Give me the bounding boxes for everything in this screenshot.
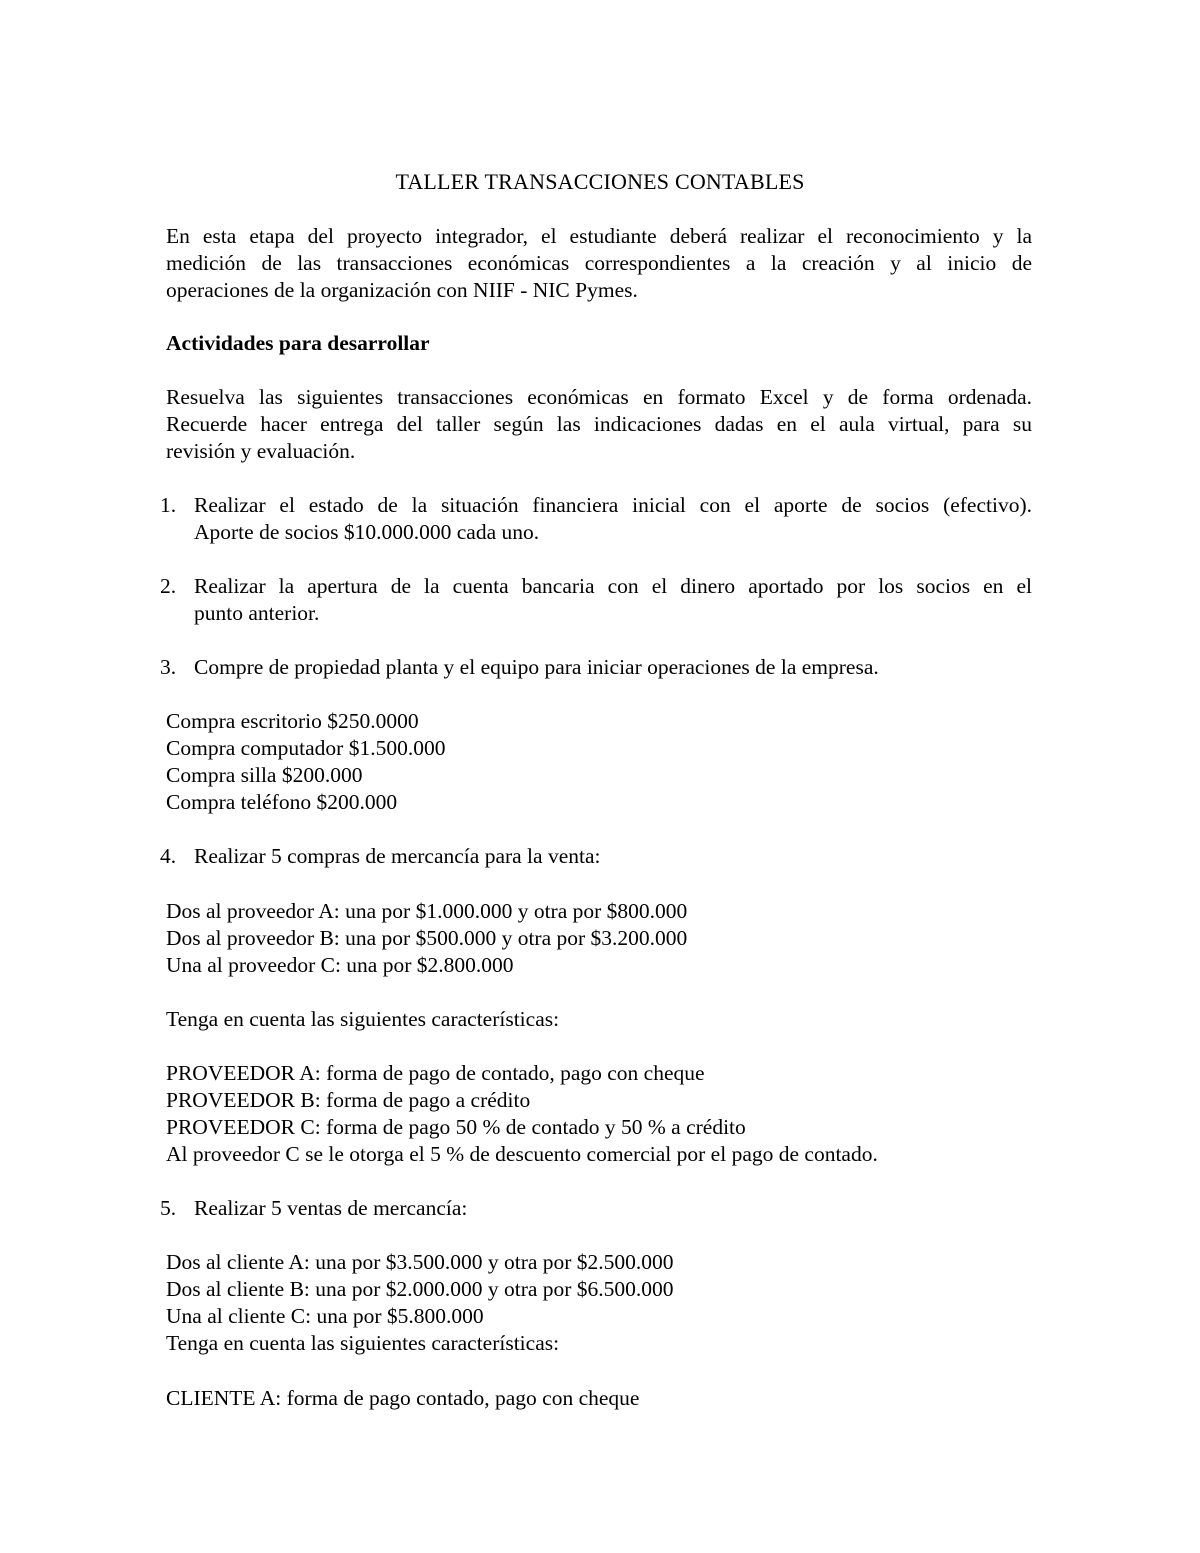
equipment-purchase-line: Compra escritorio $250.0000 (166, 709, 419, 733)
supplier-term-line: Al proveedor C se le otorga el 5 % de descuento comercial por el pago de contado. (166, 1142, 878, 1166)
equipment-purchase-line: Compra silla $200.000 (166, 763, 363, 787)
list-item-line: Realizar 5 compras de mercancía para la venta: (194, 844, 601, 868)
supplier-note: Tenga en cuenta las siguientes características: (166, 1007, 560, 1031)
intro-line: En esta etapa del proyecto integrador, el estudiante deberá realizar el reconocimiento y la (166, 224, 1032, 248)
client-note: Tenga en cuenta las siguientes características: (166, 1331, 560, 1355)
client-term-line: CLIENTE A: forma de pago contado, pago con cheque (166, 1386, 640, 1410)
merchandise-purchase-line: Dos al proveedor B: una por $500.000 y otra por $3.200.000 (166, 926, 688, 950)
list-item-number: 1. (160, 493, 177, 517)
list-item-line: Aporte de socios $10.000.000 cada uno. (194, 520, 540, 544)
supplier-term-line: PROVEEDOR B: forma de pago a crédito (166, 1088, 531, 1112)
merchandise-purchase-line: Una al proveedor C: una por $2.800.000 (166, 953, 514, 977)
list-item-body (194, 654, 1032, 681)
supplier-term-line: PROVEEDOR A: forma de pago de contado, pago con cheque (166, 1061, 705, 1085)
list-item-number: 3. (160, 655, 177, 679)
document-title: TALLER TRANSACCIONES CONTABLES (395, 169, 805, 194)
list-item-line: Compre de propiedad planta y el equipo para iniciar operaciones de la empresa. (194, 655, 879, 679)
list-item-line: Realizar la apertura de la cuenta bancaria con el dinero aportado por los socios en el (194, 574, 1032, 598)
list-item-line: punto anterior. (194, 601, 320, 625)
list-item-number: 4. (160, 844, 177, 868)
equipment-purchase-line: Compra teléfono $200.000 (166, 790, 398, 814)
sale-line: Una al cliente C: una por $5.800.000 (166, 1304, 484, 1328)
section-heading: Actividades para desarrollar (166, 331, 430, 355)
intro-paragraph (166, 223, 1032, 304)
intro-line: medición de las transacciones económicas correspondientes a la creación y al inicio de (166, 251, 1032, 275)
list-item-number: 2. (160, 574, 177, 598)
list-item-line: Realizar el estado de la situación financiera inicial con el aporte de socios (efectivo). (194, 493, 1032, 517)
list-item-body (194, 1195, 1032, 1222)
list-item-body (194, 573, 1032, 627)
sale-line: Dos al cliente A: una por $3.500.000 y otra por $2.500.000 (166, 1250, 674, 1274)
list-item-number: 5. (160, 1196, 177, 1220)
supplier-term-line: PROVEEDOR C: forma de pago 50 % de contado y 50 % a crédito (166, 1115, 746, 1139)
instructions-paragraph (166, 384, 1032, 465)
sale-line: Dos al cliente B: una por $2.000.000 y otra por $6.500.000 (166, 1277, 674, 1301)
intro-line: operaciones de la organización con NIIF - NIC Pymes. (166, 278, 638, 302)
equipment-purchase-line: Compra computador $1.500.000 (166, 736, 446, 760)
instructions-line: Recuerde hacer entrega del taller según las indicaciones dadas en el aula virtual, para su (166, 412, 1032, 436)
list-item-body (194, 843, 1032, 870)
instructions-line: Resuelva las siguientes transacciones económicas en formato Excel y de forma ordenada. (166, 385, 1032, 409)
instructions-line: revisión y evaluación. (166, 439, 356, 463)
list-item-line: Realizar 5 ventas de mercancía: (194, 1196, 468, 1220)
merchandise-purchase-line: Dos al proveedor A: una por $1.000.000 y otra por $800.000 (166, 899, 688, 923)
list-item-body (194, 492, 1032, 546)
